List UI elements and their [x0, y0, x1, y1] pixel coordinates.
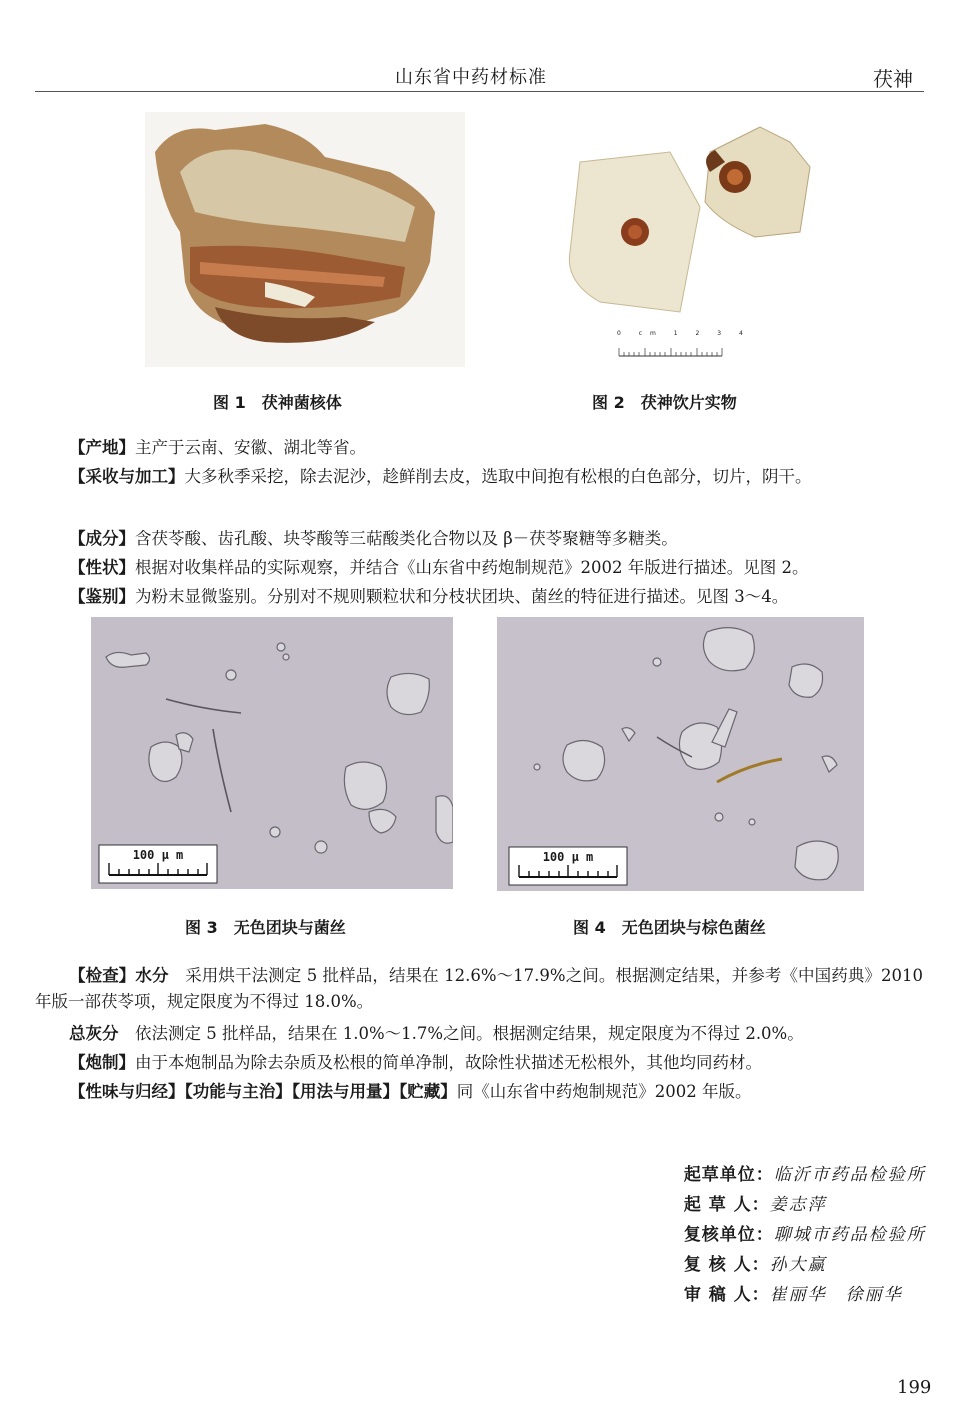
signature-value: 姜志萍 [769, 1195, 827, 1215]
signature-value: 崔丽华 徐丽华 [769, 1285, 903, 1305]
figure-2-photo [540, 112, 860, 367]
signature-label: 复 核 人： [683, 1255, 770, 1275]
section-composition-label: 【成分】 [69, 529, 135, 548]
section-harvest [35, 464, 923, 490]
section-harvest-label: 【采收与加工】 [69, 467, 185, 486]
figure-2-ruler-label: 0 cm 1 2 3 4 [617, 330, 751, 337]
header-rule [35, 91, 924, 92]
section-character-text: 根据对收集样品的实际观察，并结合《山东省中药炮制规范》2002 年版进行描述。见图 2。 [135, 558, 809, 577]
signature-value: 孙大赢 [769, 1255, 827, 1275]
section-other [35, 1079, 923, 1105]
section-inspection-text: 采用烘干法测定 5 批样品，结果在 12.6%～17.9%之间。根据测定结果，并参考《中国药典》2010 年版一部茯苓项，规定限度为不得过 18.0%。 [35, 966, 924, 1011]
figure-3-caption: 图 3 无色团块与菌丝 [185, 918, 346, 937]
figure-1-caption: 图 1 茯神菌核体 [213, 393, 342, 412]
section-composition-text: 含茯苓酸、齿孔酸、块苓酸等三萜酸类化合物以及 β－茯苓聚糖等多糖类。 [135, 529, 678, 548]
running-header-title: 山东省中药材标准 [395, 67, 547, 88]
section-identification-text: 为粉末显微鉴别。分别对不规则颗粒状和分枝状团块、菌丝的特征进行描述。见图 3～4。 [135, 587, 789, 606]
section-ash-label: 总灰分 [69, 1024, 119, 1043]
figure-2-ruler [617, 340, 724, 358]
figure-3-scale-label: 100 μ m [132, 848, 184, 862]
section-other-label: 【性味与归经】【功能与主治】【用法与用量】【贮藏】 [69, 1082, 457, 1101]
page-number: 199 [897, 1377, 932, 1398]
figure-2-caption: 图 2 茯神饮片实物 [592, 393, 737, 412]
section-composition [35, 526, 923, 552]
section-inspection [35, 963, 923, 1015]
figure-4-scale-label: 100 μ m [542, 850, 594, 864]
running-header-herb: 茯神 [873, 67, 913, 91]
signature-value: 聊城市药品检验所 [773, 1225, 926, 1245]
section-other-text: 同《山东省中药炮制规范》2002 年版。 [456, 1082, 752, 1101]
section-processing [35, 1050, 923, 1076]
signature-label: 复核单位： [683, 1225, 774, 1245]
section-origin-label: 【产地】 [69, 438, 135, 457]
section-ash-text: 依法测定 5 批样品，结果在 1.0%～1.7%之间。根据测定结果，规定限度为不得过 2.0%。 [135, 1024, 804, 1043]
section-identification-label: 【鉴别】 [69, 587, 135, 606]
section-harvest-text: 大多秋季采挖，除去泥沙，趁鲜削去皮，选取中间抱有松根的白色部分，切片，阴干。 [184, 467, 812, 486]
signature-row [673, 1260, 903, 1305]
signature-label: 审 稿 人： [683, 1285, 770, 1305]
section-inspection-label: 【检查】水分 [69, 966, 169, 985]
section-identification [35, 584, 923, 610]
section-character-label: 【性状】 [69, 558, 135, 577]
section-character [35, 555, 923, 581]
section-origin-text: 主产于云南、安徽、湖北等省。 [135, 438, 366, 457]
section-processing-text: 由于本炮制品为除去杂质及松根的简单净制，故除性状描述无松根外，其他均同药材。 [135, 1053, 762, 1072]
figure-1-photo [145, 112, 465, 367]
signature-label: 起 草 人： [683, 1195, 770, 1215]
signature-label: 起草单位： [683, 1165, 774, 1185]
signature-value: 临沂市药品检验所 [773, 1165, 926, 1185]
figure-4-caption: 图 4 无色团块与棕色菌丝 [573, 918, 766, 937]
section-processing-label: 【炮制】 [69, 1053, 135, 1072]
section-origin [35, 435, 923, 461]
section-ash [35, 1021, 923, 1047]
